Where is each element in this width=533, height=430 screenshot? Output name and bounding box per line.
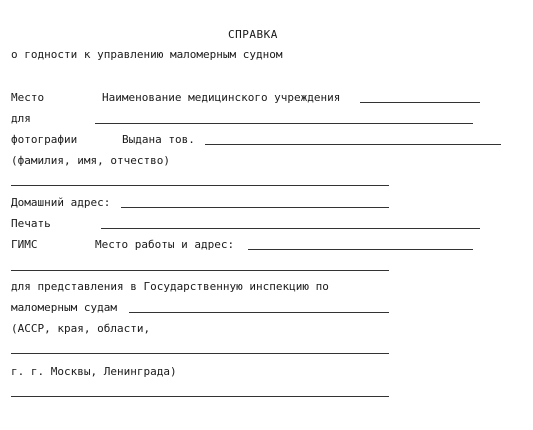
document-title: СПРАВКА [228,28,278,41]
full-name-line [11,185,389,186]
cities-hint: г. г. Москвы, Ленинграда) [11,365,177,378]
photo-place-label-2: для [11,112,31,125]
gims-label: ГИМС [11,238,38,251]
inspection-label: маломерным судам [11,301,117,314]
home-address-line-2 [101,228,480,229]
issued-to-label: Выдана тов. [122,133,195,146]
stamp-label: Печать [11,217,51,230]
issued-to-line [205,144,501,145]
region-line [11,353,389,354]
document-subtitle: о годности к управлению маломерным судном [11,48,283,61]
institution-line-2 [95,123,473,124]
full-name-hint: (фамилия, имя, отчество) [11,154,170,167]
workplace-label: Место работы и адрес: [95,238,235,251]
workplace-line [248,249,473,250]
region-hint: (АССР, края, области, [11,322,151,335]
home-address-line [121,207,389,208]
photo-place-label-3: фотографии [11,133,78,146]
institution-name-label: Наименование медицинского учреждения [102,91,341,104]
institution-name-line [360,102,480,103]
workplace-line-2 [11,270,389,271]
photo-place-label-1: Место [11,91,45,104]
purpose-text: для представления в Государственную инспекцию по [11,280,329,293]
home-address-label: Домашний адрес: [11,196,111,209]
inspection-line [129,312,389,313]
cities-line [11,396,389,397]
